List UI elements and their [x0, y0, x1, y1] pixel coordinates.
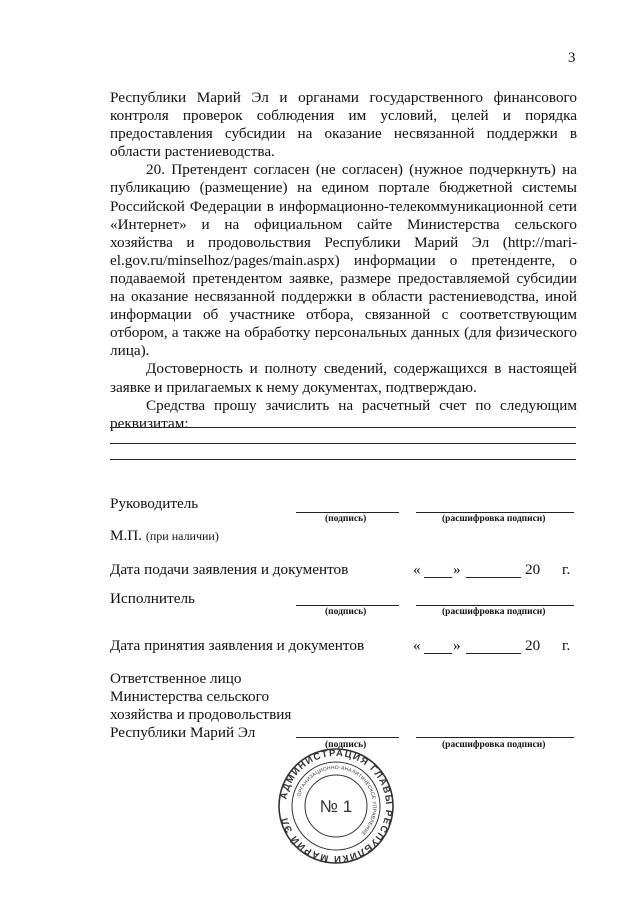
page-number: 3: [568, 50, 576, 66]
acceptance-date-open-quote: «: [413, 637, 421, 654]
mp-note: (при наличии): [145, 529, 219, 543]
bank-details-line-3: [110, 459, 576, 460]
responsible-line-4: Республики Марий Эл: [110, 724, 256, 741]
paragraph-bank-details: Средства прошу зачислить на расчетный счет по следующим реквизитам:: [110, 396, 577, 432]
responsible-line-3: хозяйства и продовольствия: [110, 706, 292, 723]
submission-date-label: Дата подачи заявления и документов: [110, 561, 349, 578]
head-decoding-caption: (расшифровка подписи): [442, 514, 546, 524]
submission-day-line: [424, 577, 452, 578]
head-signature-line: [296, 512, 399, 513]
submission-date-open-quote: «: [413, 561, 421, 578]
responsible-signature-line: [296, 737, 399, 738]
paragraph-20-consent: 20. Претендент согласен (не согласен) (нужное подчеркнуть) на публикацию (размещение) на едином портале бюджетной системы Российской Федерации в информационно-телекоммуникационной сети «Интернет» и на официальном сайте Министерства сельского хозяйства и продовольствия Республики Марий Эл (http://mari-el.gov.ru/minselhoz/pages/main.aspx) информации о претенденте, о подаваемой претендентом заявке, размере предоставляемой субсидии на оказание несвязанной поддержки в области растениеводства, иной информации об участнике отбора, связанной с соответствующим отбором, а также на обработку персональных данных (для физического лица).: [110, 161, 577, 360]
submission-date-close-quote: »: [453, 561, 461, 578]
acceptance-year-century: 20: [525, 637, 541, 654]
paragraph-continuation: Республики Марий Эл и органами государственного финансового контроля проверок соблюдения им условий, целей и порядка предоставления субсидии на оказание несвязанной поддержки в области растениеводства.: [110, 89, 577, 161]
executor-signature-caption: (подпись): [325, 607, 367, 617]
responsible-line-2: Министерства сельского: [110, 688, 270, 705]
executor-decoding-line: [416, 605, 574, 606]
stamp-outer-text: АДМИНИСТРАЦИЯ ГЛАВЫ РЕСПУБЛИКИ МАРИЙ ЭЛ: [278, 747, 395, 865]
mp-text: М.П.: [110, 527, 143, 544]
responsible-decoding-line: [416, 737, 574, 738]
executor-label: Исполнитель: [110, 590, 195, 607]
acceptance-date-close-quote: »: [453, 637, 461, 654]
submission-year-century: 20: [525, 561, 541, 578]
bank-details-line-1: [110, 427, 576, 428]
responsible-decoding-caption: (расшифровка подписи): [442, 740, 546, 750]
responsible-person-label: [110, 670, 291, 742]
stamp-number: № 1: [319, 797, 353, 816]
submission-year-suffix: г.: [562, 561, 571, 578]
mp-label: [110, 527, 219, 545]
responsible-signature-caption: (подпись): [325, 740, 367, 750]
executor-signature-line: [296, 605, 399, 606]
executor-decoding-caption: (расшифровка подписи): [442, 607, 546, 617]
official-stamp: [277, 747, 395, 865]
acceptance-year-suffix: г.: [562, 637, 571, 654]
stamp-inner-text: ОРГАНИЗАЦИОННО-АНАЛИТИЧЕСКОЕ УПРАВЛЕНИЕ: [296, 764, 378, 837]
head-signature-caption: (подпись): [325, 514, 367, 524]
acceptance-month-line: [466, 653, 521, 654]
head-decoding-line: [416, 512, 574, 513]
head-label: Руководитель: [110, 495, 199, 512]
acceptance-date-label: Дата принятия заявления и документов: [110, 637, 365, 654]
paragraph-confirmation: Достоверность и полноту сведений, содержащихся в настоящей заявке и прилагаемых к нему документах, подтверждаю.: [110, 360, 577, 396]
bank-details-line-2: [110, 443, 576, 444]
body-text: [110, 89, 577, 433]
responsible-line-1: Ответственное лицо: [110, 670, 242, 687]
submission-month-line: [466, 577, 521, 578]
acceptance-day-line: [424, 653, 452, 654]
